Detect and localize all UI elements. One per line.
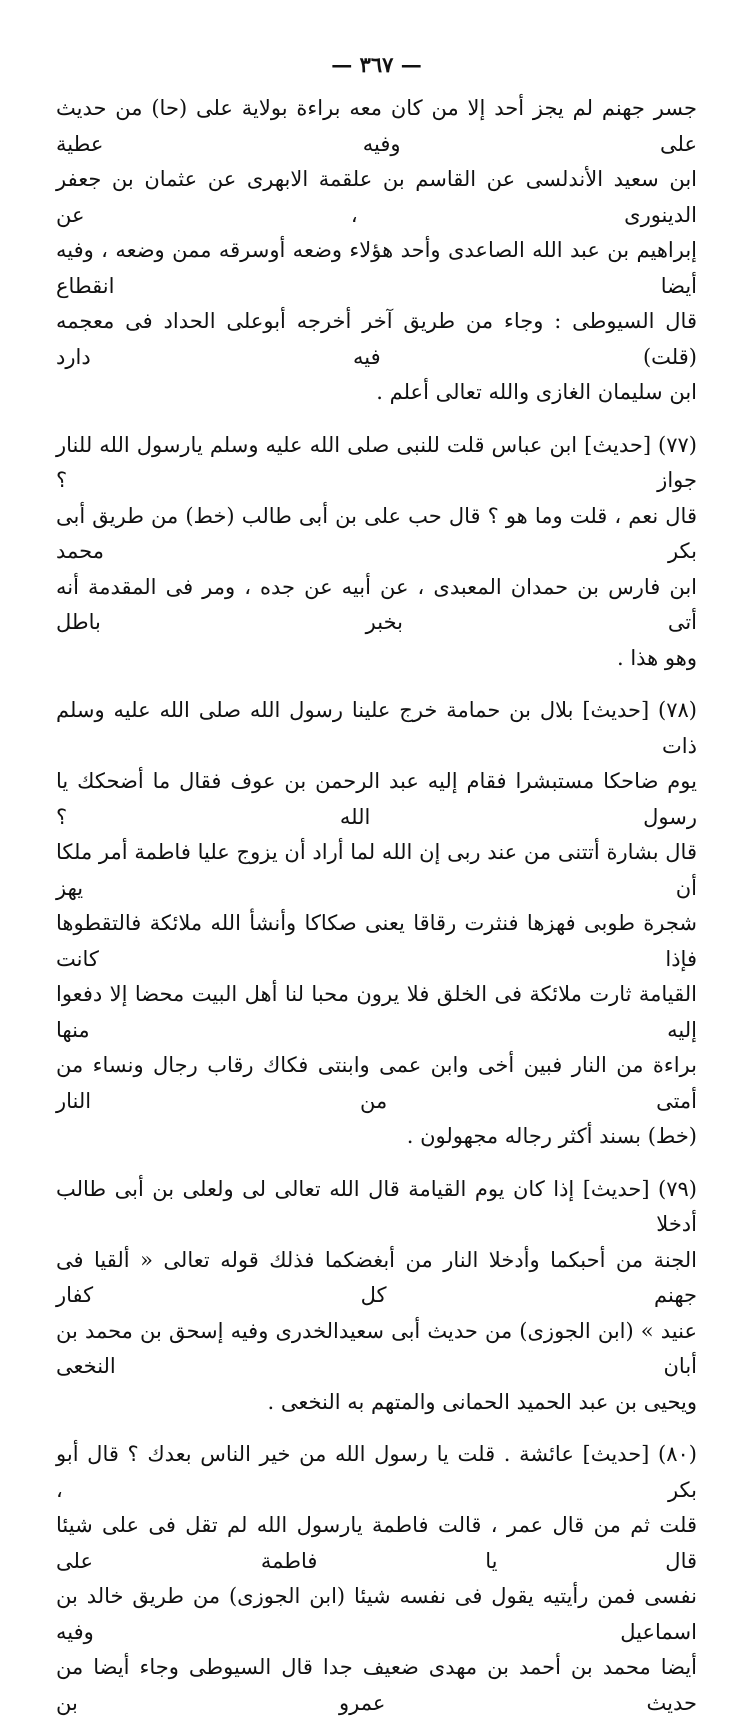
text-line: إبراهيم بن عبد الله الصاعدى وأحد هؤلاء وضعه أوسرقه ممن وضعه ، وفيه أيضا انقطاع: [56, 238, 697, 298]
text-line: ابن سعيد الأندلسى عن القاسم بن علقمة الابهرى عن عثمان بن جعفر الدينورى ، عن: [56, 167, 697, 227]
text-line: ويحيى بن عبد الحميد الحمانى والمتهم به النخعى .: [267, 1389, 697, 1414]
text-line: (٧٩) [حديث] إذا كان يوم القيامة قال الله تعالى لى ولعلى بن أبى طالب أدخلا: [56, 1176, 697, 1236]
text-line: عنيد » (ابن الجوزى) من حديث أبى سعيدالخدرى وفيه إسحق بن محمد بن أبان النخعى: [56, 1318, 697, 1378]
text-line: (٧٨) [حديث] بلال بن حمامة خرج علينا رسول الله صلى الله عليه وسلم ذات: [56, 698, 697, 758]
text-line: (خط) بسند أكثر رجاله مجهولون .: [406, 1124, 697, 1148]
paragraph-hadith-79: [56, 1172, 697, 1421]
text-line: ابن فارس بن حمدان المعبدى ، عن أبيه عن جده ، ومر فى المقدمة أنه أتى بخبر باطل: [56, 574, 697, 634]
text-line: القيامة ثارت ملائكة فى الخلق فلا يرون محبا لنا أهل البيت محضا إلا دفعوا إليه منها: [56, 982, 697, 1042]
text-line: (٨٠) [حديث] عائشة . قلت يا رسول الله من خير الناس بعدك ؟ قال أبو بكر ،: [56, 1442, 697, 1502]
text-line: وهو هذا .: [616, 645, 697, 670]
page-number: — ٣٦٧ —: [331, 52, 422, 77]
text-line: (٧٧) [حديث] ابن عباس قلت للنبى صلى الله عليه وسلم يارسول الله للنار جواز ؟: [56, 432, 697, 492]
text-line: الجنة من أحبكما وأدخلا النار من أبغضكما فذلك قوله تعالى « ألقيا فى جهنم كل كفار: [56, 1247, 697, 1307]
text-line: قال بشارة أتتنى من عند ربى إن الله لما أراد أن يزوج عليا فاطمة أمر ملكا أن يهز: [56, 840, 697, 900]
paragraph-hadith-80: [56, 1437, 697, 1721]
paragraph-continuation: [56, 91, 697, 411]
text-line: يوم ضاحكا مستبشرا فقام إليه عبد الرحمن بن عوف فقال ما أضحكك يا رسول الله ؟: [56, 769, 697, 829]
paragraph-hadith-77: [56, 428, 697, 677]
text-line: براءة من النار فبين أخى وابن عمى وابنتى فكاك رقاب رجال ونساء من أمتى من النار: [56, 1053, 697, 1113]
text-line: نفسى فمن رأيتيه يقول فى نفسه شيئا (ابن الجوزى) من طريق خالد بن اسماعيل وفيه: [56, 1584, 697, 1644]
text-line: شجرة طوبى فهزها فنثرت رقاقا يعنى صكاكا وأنشأ الله ملائكة فالتقطوها فإذا كانت: [56, 911, 697, 971]
paragraph-hadith-78: [56, 693, 697, 1155]
text-line: قال نعم ، قلت وما هو ؟ قال حب على بن أبى طالب (خط) من طريق أبى بكر محمد: [56, 503, 697, 563]
text-line: أيضا محمد بن أحمد بن مهدى ضعيف جدا قال السيوطى وجاء أيضا من حديث عمرو بن: [56, 1655, 697, 1715]
text-line: ابن سليمان الغازى والله تعالى أعلم .: [376, 380, 697, 404]
text-line: قال السيوطى : وجاء من طريق آخر أخرجه أبوعلى الحداد فى معجمه (قلت) فيه دارد: [56, 309, 697, 369]
text-line: قلت ثم من قال عمر ، قالت فاطمة يارسول الله لم تقل فى على شيئا قال يا فاطمة على: [56, 1513, 697, 1573]
text-line: جسر جهنم لم يجز أحد إلا من كان معه براءة بولاية على (حا) من حديث على وفيه عطية: [56, 96, 697, 156]
